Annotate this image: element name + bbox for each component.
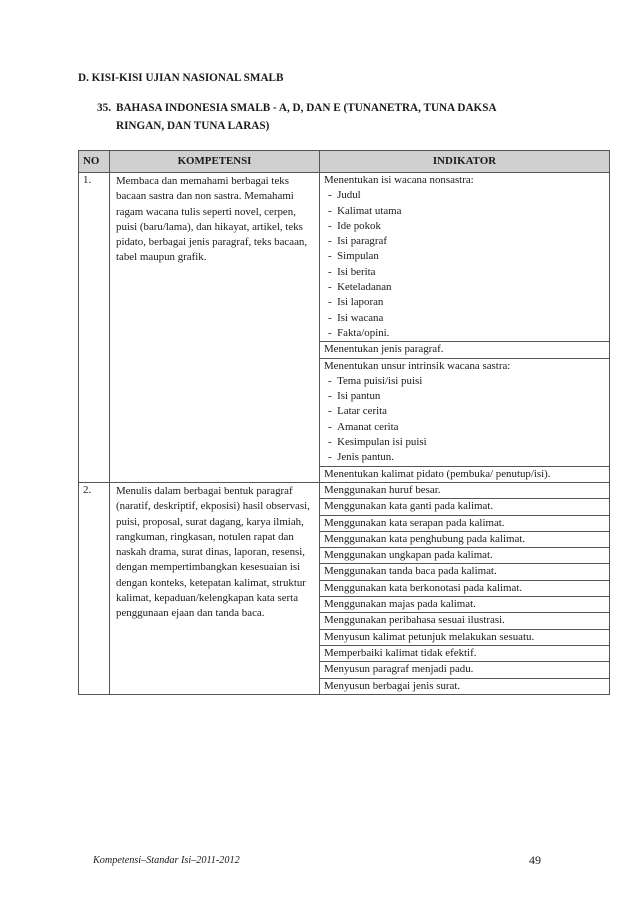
indikator-list-item: - Isi pantun [324,389,605,404]
indikator-title: Menggunakan kata ganti pada kalimat. [324,500,494,513]
row-number: 1. [79,173,110,483]
kisi-kisi-table [78,150,610,695]
indikator-title: Menggunakan kata serapan pada kalimat. [324,516,505,529]
indikator-list [324,374,605,466]
indikator-cell [320,358,610,466]
indikator-cell [320,597,610,613]
indikator-cell [320,173,610,342]
table-header-row [79,151,610,173]
table-body [79,173,610,695]
indikator-list-item: - Kesimpulan isi puisi [324,435,605,450]
page-number: 49 [529,853,541,867]
indikator-list-item: - Latar cerita [324,404,605,419]
indikator-cell [320,629,610,645]
header-indikator: INDIKATOR [320,151,610,173]
indikator-title: Menentukan isi wacana nonsastra: [324,174,474,186]
indikator-title: Menyusun kalimat petunjuk melakukan sesuatu. [324,630,535,643]
indikator-cell [320,342,610,358]
indikator-title: Menggunakan ungkapan pada kalimat. [324,549,493,562]
subsection-title-line-2: RINGAN, DAN TUNA LARAS) [116,120,270,132]
indikator-list-item: - Isi paragraf [324,234,605,249]
indikator-cell [320,580,610,596]
indikator-title: Menggunakan kata berkonotasi pada kalimat. [324,581,523,594]
indikator-list-item: - Kalimat utama [324,204,605,219]
indikator-list-item: - Isi berita [324,265,605,280]
kompetensi-cell: Membaca dan memahami berbagai teks bacaan sastra dan non sastra. Memahami ragam wacana tulis seperti novel, cerpen, puisi (baru/lama), dan hikayat, artikel, teks pidato, berbagai jenis paragraf, teks bacaan, tabel maupun grafik. [110,173,320,483]
indikator-title: Menentukan unsur intrinsik wacana sastra: [324,359,511,372]
header-no: NO [79,151,110,173]
indikator-cell [320,482,610,498]
indikator-cell [320,466,610,482]
footer-label: Kompetensi–Standar Isi–2011-2012 [93,855,240,866]
section-heading: D. KISI-KISI UJIAN NASIONAL SMALB [78,72,284,84]
header-kompetensi: KOMPETENSI [110,151,320,173]
indikator-list-item: - Judul [324,188,605,203]
indikator-list-item: - Tema puisi/isi puisi [324,374,605,389]
indikator-cell [320,515,610,531]
indikator-list-item: - Jenis pantun. [324,450,605,465]
subsection-number: 35. [97,102,111,114]
indikator-list-item: - Keteladanan [324,280,605,295]
indikator-title: Menggunakan tanda baca pada kalimat. [324,565,497,578]
indikator-list-item: - Amanat cerita [324,420,605,435]
indikator-cell [320,531,610,547]
indikator-title: Menentukan jenis paragraf. [324,343,444,356]
indikator-list-item: - Ide pokok [324,219,605,234]
indikator-list [324,188,605,341]
indikator-cell [320,548,610,564]
indikator-title: Menentukan kalimat pidato (pembuka/ penutup/isi). [324,467,551,480]
table-row [79,173,610,342]
indikator-cell [320,662,610,678]
indikator-list-item: - Isi wacana [324,311,605,326]
indikator-cell [320,678,610,694]
indikator-title: Menyusun berbagai jenis surat. [324,679,461,692]
indikator-title: Menggunakan majas pada kalimat. [324,598,476,611]
kompetensi-cell: Menulis dalam berbagai bentuk paragraf (naratif, deskriptif, ekposisi) hasil observasi, puisi, proposal, surat dagang, karya ilmiah, rangkuman, ringkasan, notulen rapat dan naskah drama, surat dinas, laporan, resensi, dengan mempertimbangkan kesesuaian isi dengan konteks, ketepatan kalimat, struktur kalimat, kepaduan/kelengkapan kata serta penggunaan ejaan dan tanda baca. [110,482,320,694]
indikator-list-item: - Isi laporan [324,295,605,310]
table-row [79,482,610,498]
indikator-cell [320,645,610,661]
indikator-cell [320,613,610,629]
indikator-title: Menggunakan peribahasa sesuai ilustrasi. [324,614,505,627]
row-number: 2. [79,482,110,694]
subsection-title-text-1: BAHASA INDONESIA SMALB - A, D, DAN E (TUNANETRA, TUNA DAKSA [116,102,497,114]
indikator-title: Memperbaiki kalimat tidak efektif. [324,646,477,659]
subsection-title-line-1 [97,99,567,117]
indikator-cell [320,564,610,580]
indikator-title: Menggunakan kata penghubung pada kalimat. [324,532,526,545]
indikator-list-item: - Fakta/opini. [324,326,605,341]
indikator-title: Menggunakan huruf besar. [324,483,441,496]
indikator-cell [320,499,610,515]
subsection-heading [97,99,567,135]
indikator-list-item: - Simpulan [324,249,605,264]
indikator-title: Menyusun paragraf menjadi padu. [324,663,474,676]
